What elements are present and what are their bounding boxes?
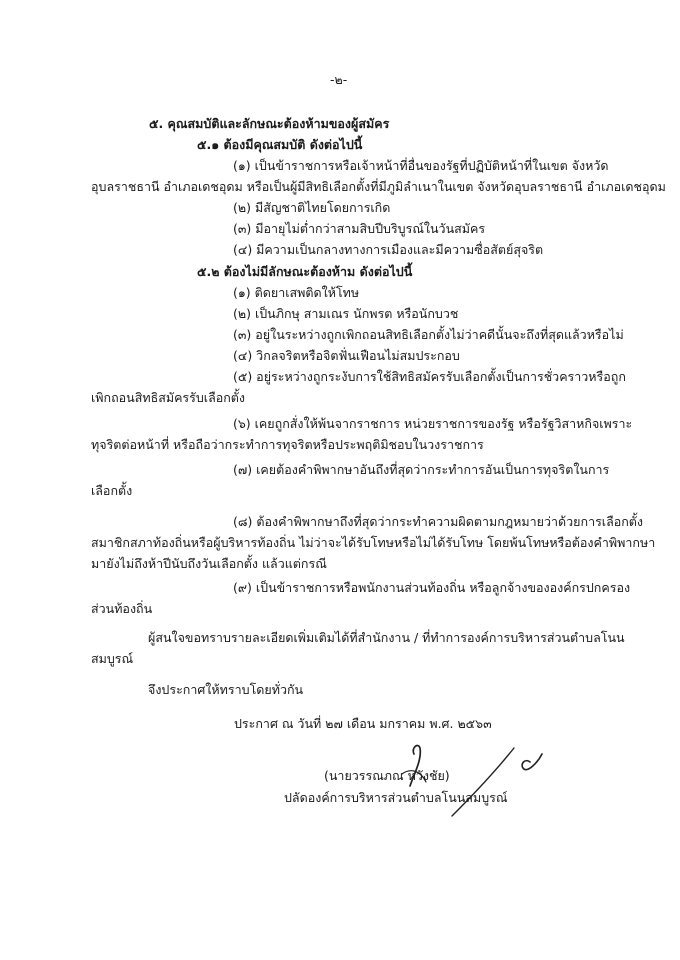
- section-5-2-heading: ๕.๒ ต้องไม่มีลักษณะต้องห้าม ดังต่อไปนี้: [197, 264, 413, 279]
- prohibition-item-9: (๙) เป็นข้าราชการหรือพนักงานส่วนท้องถิ่น หรือลูกจ้างขององค์กรปกครอง: [233, 580, 631, 595]
- prohibition-item-2: (๒) เป็นภิกษุ สามเณร นักพรต หรือนักบวช: [233, 306, 459, 321]
- announcement-date: ประกาศ ณ วันที่ ๒๗ เดือน มกราคม พ.ศ. ๒๕๖๓: [234, 716, 492, 731]
- contact-info-cont: สมบูรณ์: [91, 651, 134, 666]
- contact-info: ผู้สนใจขอทราบรายละเอียดเพิ่มเติมได้ที่สำนักงาน / ที่ทำการองค์การบริหารส่วนตำบลโนน: [148, 630, 625, 645]
- prohibition-item-6-cont: ทุจริตต่อหน้าที่ หรือถือว่ากระทำการทุจริตหรือประพฤติมิชอบในวงราชการ: [91, 437, 484, 452]
- qualification-item-1: (๑) เป็นข้าราชการหรือเจ้าหน้าที่อื่นของรัฐที่ปฏิบัติหน้าที่ในเขต จังหวัด: [233, 158, 609, 173]
- prohibition-item-4: (๔) วิกลจริตหรือจิตฟั่นเฟือนไม่สมประกอบ: [233, 348, 460, 363]
- qualification-item-4: (๔) มีความเป็นกลางทางการเมืองและมีความซื่อสัตย์สุจริต: [233, 242, 544, 257]
- qualification-item-2: (๒) มีสัญชาติไทยโดยการเกิด: [233, 200, 391, 215]
- qualification-item-3: (๓) มีอายุไม่ต่ำกว่าสามสิบปีบริบูรณ์ในวันสมัคร: [233, 221, 486, 236]
- prohibition-item-5: (๕) อยู่ระหว่างถูกระงับการใช้สิทธิสมัครรับเลือกตั้งเป็นการชั่วคราวหรือถูก: [233, 369, 626, 384]
- prohibition-item-9-cont: ส่วนท้องถิ่น: [91, 601, 153, 616]
- prohibition-item-3: (๓) อยู่ในระหว่างถูกเพิกถอนสิทธิเลือกตั้งไม่ว่าคดีนั้นจะถึงที่สุดแล้วหรือไม่: [233, 327, 624, 342]
- prohibition-item-7: (๗) เคยต้องคำพิพากษาอันถึงที่สุดว่ากระทำการอันเป็นการทุจริตในการ: [233, 462, 610, 477]
- page-number: -๒-: [330, 72, 348, 87]
- announcement: จึงประกาศให้ทราบโดยทั่วกัน: [148, 682, 304, 697]
- qualification-item-1-cont: อุบลราชธานี อำเภอเดชอุดม หรือเป็นผู้มีสิทธิเลือกตั้งที่มีภูมิลำเนาในเขต จังหวัดอุบลราชธานี อำเภอเดชอุดม: [91, 179, 666, 194]
- section-5-1-heading: ๕.๑ ต้องมีคุณสมบัติ ดังต่อไปนี้: [197, 137, 363, 152]
- prohibition-item-8-cont: สมาชิกสภาท้องถิ่นหรือผู้บริหารท้องถิ่น ไม่ว่าจะได้รับโทษหรือไม่ได้รับโทษ โดยพ้นโทษหรือต้องคำพิพากษา: [91, 535, 656, 550]
- signer-name: (นายวรรณภณ หวังชัย): [324, 768, 450, 783]
- prohibition-item-8-cont-2: มายังไม่ถึงห้าปีนับถึงวันเลือกตั้ง แล้วแต่กรณี: [91, 556, 327, 571]
- prohibition-item-8: (๘) ต้องคำพิพากษาถึงที่สุดว่ากระทำความผิดตามกฎหมายว่าด้วยการเลือกตั้ง: [233, 514, 644, 529]
- prohibition-item-5-cont: เพิกถอนสิทธิสมัครรับเลือกตั้ง: [91, 390, 246, 405]
- prohibition-item-1: (๑) ติดยาเสพติดให้โทษ: [233, 285, 360, 300]
- signer-title: ปลัดองค์การบริหารส่วนตำบลโนนสมบูรณ์: [284, 790, 508, 805]
- prohibition-item-7-cont: เลือกตั้ง: [91, 483, 133, 498]
- prohibition-item-6: (๖) เคยถูกสั่งให้พ้นจากราชการ หน่วยราชการของรัฐ หรือรัฐวิสาหกิจเพราะ: [233, 416, 633, 431]
- section-5-heading: ๕. คุณสมบัติและลักษณะต้องห้ามของผู้สมัคร: [149, 116, 390, 131]
